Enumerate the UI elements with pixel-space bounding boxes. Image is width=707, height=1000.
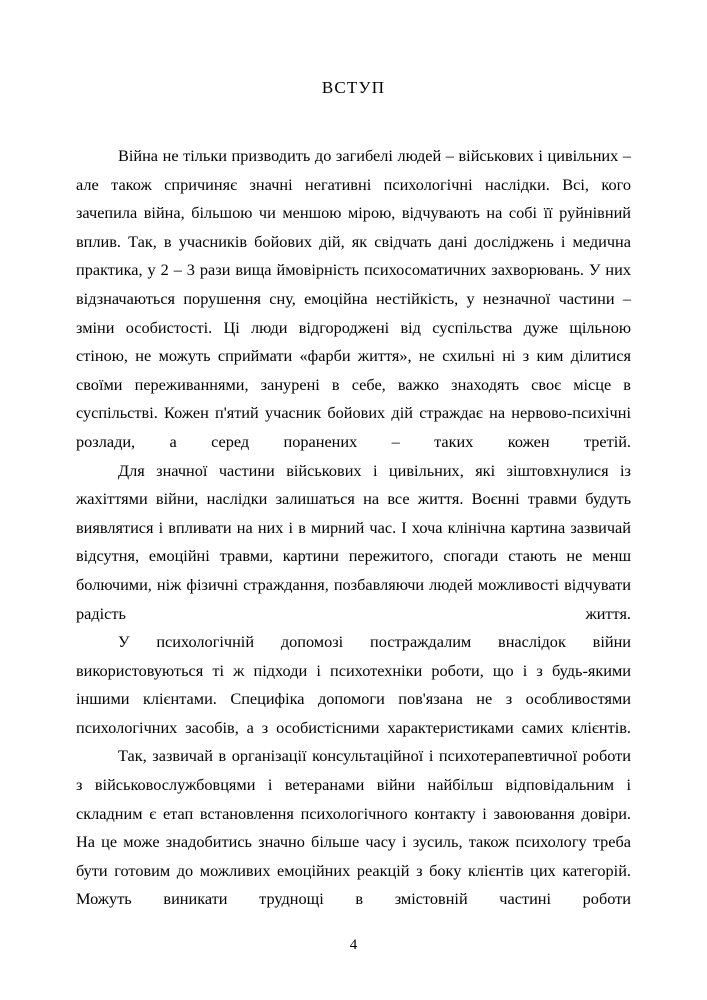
page-number: 4	[349, 937, 358, 953]
document-body	[76, 142, 631, 914]
paragraph-1: Війна не тільки призводить до загибелі людей – військових і цивільних – але також спричиняє значні негативні психологічні наслідки. Всі, кого зачепила війна, більшою чи меншою мірою, відчувають на собі її руйнівний вплив. Так, в учасників бойових дій, як свідчать дані досліджень і медична практика, у 2 – 3 рази вища ймовірність психосоматичних захворювань. У них відзначаються порушення сну, емоційна нестійкість, у незначної частини – зміни особистості. Ці люди відгороджені від суспільства дуже щільною стіною, не можуть сприймати «фарби життя», не схильні ні з ким ділитися своїми переживаннями, занурені в себе, важко знаходять своє місце в суспільстві. Кожен п'ятий учасник бойових дій страждає на нервово-психічні розлади, а серед поранених – таких кожен третій.	[76, 146, 631, 451]
paragraph-4: Так, зазвичай в організації консультаційної і психотерапевтичної роботи з військовослужбовцями і ветеранами війни найбільш відповідальним і складним є етап встановлення психологічного контакту і завоювання довіри. На це може знадобитись значно більше часу і зусиль, також психологу треба бути готовим до можливих емоційних реакцій з боку клієнтів цих категорій. Можуть виникати труднощі в змістовній частині роботи	[76, 746, 631, 909]
paragraph-3: У психологічній допомозі постраждалим внаслідок війни використовуються ті ж підходи і психотехніки роботи, що і з будь-якими іншими клієнтами. Специфіка допомоги пов'язана не з особливостями психологічних засобів, а з особистісними характеристиками самих клієнтів.	[76, 632, 631, 737]
paragraph-2: Для значної частини військових і цивільних, які зіштовхнулися із жахіттями війни, наслідки залишаться на все життя. Воєнні травми будуть виявлятися і впливати на них і в мирний час. І хоча клінічна картина зазвичай відсутня, емоційні травми, картини пережитого, спогади стають не менш болючими, ніж фізичні страждання, позбавляючи людей можливості відчувати радість життя.	[76, 460, 631, 623]
page-title: ВСТУП	[321, 78, 386, 97]
